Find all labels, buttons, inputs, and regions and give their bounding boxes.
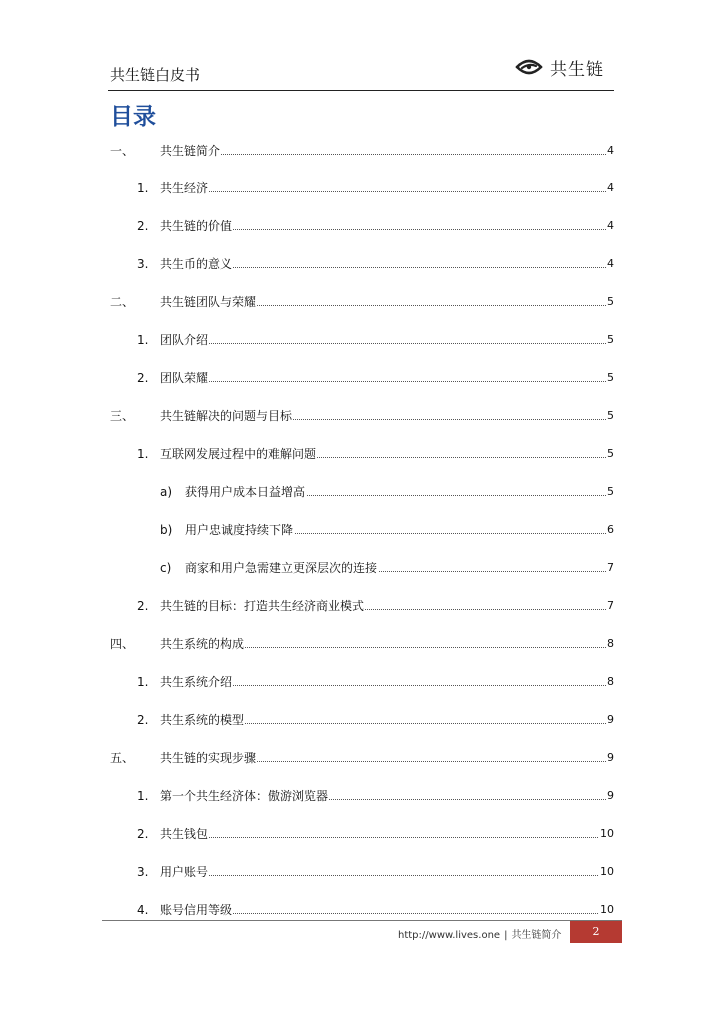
footer-url[interactable]: http://www.lives.one — [398, 930, 501, 941]
toc-entry-number: 四、 — [110, 637, 135, 651]
logo-text: 共生链 — [550, 59, 604, 80]
toc-entry-page: 10 — [599, 824, 614, 844]
toc-dot-leader — [305, 495, 614, 496]
toc-entry-title[interactable]: 用户忠诚度持续下降 — [185, 520, 294, 540]
toc-entry[interactable] — [110, 710, 614, 730]
toc-dot-leader — [208, 837, 614, 838]
toc-entry-title[interactable]: 团队介绍 — [160, 330, 209, 350]
toc-dot-leader — [208, 343, 614, 344]
toc-entry-page: 5 — [606, 330, 614, 350]
toc-entry-title[interactable]: 共生链解决的问题与目标 — [160, 406, 293, 426]
toc-entry[interactable] — [110, 368, 614, 388]
toc-entry[interactable] — [110, 406, 614, 426]
toc-dot-leader — [256, 305, 614, 306]
toc-heading: 目录 — [110, 104, 156, 130]
footer-section: 共生链简介 — [511, 930, 562, 941]
toc-entry-title[interactable]: 共生系统的模型 — [160, 710, 245, 730]
toc-dot-leader — [208, 875, 614, 876]
toc-dot-leader — [364, 609, 614, 610]
toc-entry-page: 5 — [606, 368, 614, 388]
toc-entry-number: 1. — [137, 447, 149, 461]
toc-dot-leader — [208, 381, 614, 382]
toc-entry-page: 5 — [606, 292, 614, 312]
toc-entry-number: 1. — [137, 181, 149, 195]
toc-dot-leader — [208, 191, 614, 192]
toc-entry-page: 5 — [606, 406, 614, 426]
toc-entry[interactable] — [110, 558, 614, 578]
toc-entry-page: 5 — [606, 482, 614, 502]
toc-entry-number: 1. — [137, 333, 149, 347]
toc-entry[interactable] — [110, 634, 614, 654]
toc-dot-leader — [292, 419, 614, 420]
toc-entry-number: 一、 — [110, 144, 135, 158]
toc-entry-page: 9 — [606, 748, 614, 768]
toc-entry-page: 8 — [606, 634, 614, 654]
toc-entry-title[interactable]: 团队荣耀 — [160, 368, 209, 388]
toc-entry-number: a) — [160, 485, 173, 499]
toc-entry[interactable] — [110, 444, 614, 464]
toc-entry-page: 4 — [606, 254, 614, 274]
toc-entry[interactable] — [110, 330, 614, 350]
toc-entry-number: 2. — [137, 219, 149, 233]
toc-dot-leader — [232, 913, 614, 914]
toc-entry-page: 7 — [606, 558, 614, 578]
toc-entry[interactable] — [110, 672, 614, 692]
toc-entry-number: 3. — [137, 257, 149, 271]
toc-entry-number: c) — [160, 561, 172, 575]
toc-dot-leader — [232, 267, 614, 268]
toc-dot-leader — [256, 761, 614, 762]
toc-entry[interactable] — [110, 748, 614, 768]
toc-entry[interactable] — [110, 292, 614, 312]
toc-entry-page: 10 — [599, 900, 614, 920]
toc-entry[interactable] — [110, 254, 614, 274]
toc-entry[interactable] — [110, 216, 614, 236]
toc-entry-title[interactable]: 共生钱包 — [160, 824, 209, 844]
toc-entry-page: 9 — [606, 786, 614, 806]
footer-separator: | — [504, 930, 508, 941]
toc-entry[interactable] — [110, 900, 614, 920]
toc-dot-leader — [244, 647, 614, 648]
toc-entry-page: 10 — [599, 862, 614, 882]
toc-dot-leader — [293, 533, 614, 534]
document-header-title: 共生链白皮书 — [110, 66, 201, 84]
toc-entry-title[interactable]: 用户账号 — [160, 862, 209, 882]
toc-entry[interactable] — [110, 178, 614, 198]
footer-text — [398, 926, 561, 941]
toc-entry[interactable] — [110, 141, 614, 161]
toc-entry-title[interactable]: 账号信用等级 — [160, 900, 233, 920]
toc-dot-leader — [232, 685, 614, 686]
toc-entry-title[interactable]: 共生链简介 — [160, 141, 221, 161]
toc-entry-number: 4. — [137, 903, 149, 917]
toc-entry-number: 二、 — [110, 295, 135, 309]
toc-entry-number: 三、 — [110, 409, 135, 423]
toc-entry-title[interactable]: 共生链的实现步骤 — [160, 748, 257, 768]
toc-entry[interactable] — [110, 786, 614, 806]
toc-dot-leader — [377, 571, 614, 572]
toc-entry[interactable] — [110, 824, 614, 844]
toc-entry[interactable] — [110, 862, 614, 882]
toc-dot-leader — [220, 154, 614, 155]
toc-entry-title[interactable]: 第一个共生经济体：傲游浏览器 — [160, 786, 329, 806]
toc-entry-number: 2. — [137, 827, 149, 841]
toc-entry-title[interactable]: 共生经济 — [160, 178, 209, 198]
toc-entry-number: 1. — [137, 789, 149, 803]
toc-entry-title[interactable]: 获得用户成本日益增高 — [185, 482, 306, 502]
toc-entry-title[interactable]: 共生链团队与荣耀 — [160, 292, 257, 312]
toc-entry-page: 7 — [606, 596, 614, 616]
toc-entry-number: 1. — [137, 675, 149, 689]
toc-entry-number: 2. — [137, 371, 149, 385]
toc-entry-number: 五、 — [110, 751, 135, 765]
toc-entry-page: 6 — [606, 520, 614, 540]
toc-entry-title[interactable]: 互联网发展过程中的难解问题 — [160, 444, 317, 464]
toc-entry[interactable] — [110, 482, 614, 502]
toc-entry-number: b) — [160, 523, 173, 537]
toc-dot-leader — [232, 229, 614, 230]
toc-entry-page: 9 — [606, 710, 614, 730]
toc-entry-title[interactable]: 共生链的价值 — [160, 216, 233, 236]
toc-entry-number: 2. — [137, 713, 149, 727]
toc-entry-title[interactable]: 共生链的目标：打造共生经济商业模式 — [160, 596, 365, 616]
toc-dot-leader — [328, 799, 614, 800]
toc-dot-leader — [316, 457, 614, 458]
toc-entry[interactable] — [110, 520, 614, 540]
toc-entry-title[interactable]: 共生系统的构成 — [160, 634, 245, 654]
toc-dot-leader — [244, 723, 614, 724]
toc-entry-number: 2. — [137, 599, 149, 613]
toc-entry-title[interactable]: 共生币的意义 — [160, 254, 233, 274]
toc-entry-page: 5 — [606, 444, 614, 464]
toc-entry[interactable] — [110, 596, 614, 616]
toc-entry-page: 4 — [606, 216, 614, 236]
toc-entry-number: 3. — [137, 865, 149, 879]
page-number-badge: 2 — [570, 921, 622, 943]
toc-entry-page: 4 — [606, 178, 614, 198]
toc-entry-title[interactable]: 共生系统介绍 — [160, 672, 233, 692]
toc-entry-title[interactable]: 商家和用户急需建立更深层次的连接 — [185, 558, 378, 578]
toc-entry-page: 4 — [606, 141, 614, 161]
toc-entry-page: 8 — [606, 672, 614, 692]
footer-divider — [102, 920, 622, 921]
